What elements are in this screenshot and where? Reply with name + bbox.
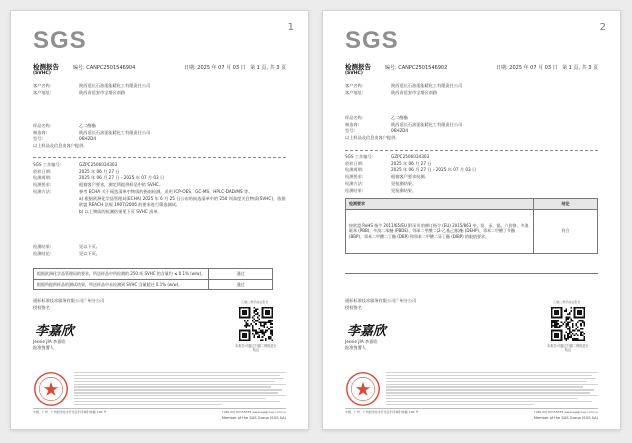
signer-name: Jessie JIA 李嘉欣 bbox=[345, 339, 378, 344]
page-number: 2 bbox=[599, 22, 606, 33]
method-note-a: a) 根据欧洲化学品管理局(ECHA) 2025 年 6 月 25 日公布的候选清单中的 250 项高度关注物质(SVHC)，依据欧盟 REACH 法规 1907/2006 的要求进行筛选测试。 bbox=[79, 195, 286, 208]
job-number-row: SGS 工作编号: GZPC2506034303 bbox=[345, 154, 430, 159]
address-line: 中国 · 广州 · 广州经济技术开发区科学城科珠路 198 号 t (86-20) 82155555 www.sgsgroup.com.cn bbox=[33, 410, 286, 414]
report-title: 检测报告 bbox=[33, 63, 59, 71]
report-header bbox=[345, 64, 598, 77]
signer-name: Jessie JIA 李嘉欣 bbox=[33, 339, 66, 344]
client-address-row: 客户地址: 陕西省延安市宝塔区南路 bbox=[33, 89, 126, 95]
test-request-row: 检测要求: 根据客户要求检测。 bbox=[345, 174, 429, 180]
sgs-logo: SGS bbox=[33, 27, 87, 54]
table-row: 根据欧洲化学品管理局的要求，所送样品中所检测的 250 项 SVHC 的含量均 ≤ 0.1% (w/w)。 通过 bbox=[34, 269, 273, 280]
report-page-count: 第 1 页, 共 3 页 bbox=[562, 65, 598, 71]
method-note-b: b) 以上物质的检测结果见下页 SVHC 清单。 bbox=[79, 209, 162, 215]
signer-block bbox=[33, 339, 65, 352]
member-line: Member of the SGS Group (SGS SA) bbox=[221, 416, 286, 420]
divider bbox=[345, 150, 598, 151]
divider bbox=[345, 273, 598, 274]
test-result-row: 检测结果: 见检测结果。 bbox=[345, 187, 417, 193]
report-number: 编号: CANPC2501546902 bbox=[385, 65, 448, 71]
report-header bbox=[33, 64, 286, 77]
fine-print bbox=[386, 371, 598, 409]
sample-name-row: 样品名称: 乙二醇酯 bbox=[345, 115, 408, 120]
signoff-company: 通标标准技术服务有限公司广州分公司 bbox=[33, 298, 105, 303]
report-subtitle: (SVHC) bbox=[345, 71, 363, 77]
client-info bbox=[345, 83, 598, 96]
qr-code-icon bbox=[551, 307, 585, 341]
report-footer bbox=[33, 371, 286, 409]
signoff-company: 通标标准技术服务有限公司广州分公司 bbox=[345, 298, 417, 303]
qr-caption: 本报告可通过扫描二维码进行验证 bbox=[547, 344, 589, 353]
report-page-count: 第 1 页, 共 3 页 bbox=[250, 65, 286, 71]
qr-caption-top: 扫描二维码验证报告 bbox=[241, 300, 269, 304]
official-seal-icon bbox=[33, 371, 69, 407]
signoff-role: 授权签名 bbox=[33, 304, 50, 310]
member-line: Member of the SGS Group (SGS SA) bbox=[533, 416, 598, 420]
client-name-row: 客户名称: 陕西延长石油延能精化工有限责任公司 bbox=[33, 83, 151, 88]
page-number: 1 bbox=[287, 22, 294, 33]
client-info bbox=[33, 83, 286, 96]
qr-caption: 本报告可通过扫描二维码进行验证 bbox=[235, 344, 277, 353]
report-date: 日期: 2025 年 07 月 03 日 bbox=[184, 65, 246, 71]
client-name-row: 客户名称: 陕西延长石油延能精化工有限责任公司 bbox=[345, 83, 463, 88]
sample-name-row: 样品名称: 乙二醇酯 bbox=[33, 123, 96, 128]
receive-date-row: 收样日期: 2025 年 06 月 27 日 bbox=[33, 168, 120, 174]
signoff-role: 授权签名 bbox=[345, 304, 362, 310]
model-row: 型号: 06H2D4 bbox=[345, 128, 409, 134]
address-line: 中国 · 广州 · 广州经济技术开发区科学城科珠路 198 号 t (86-20) 82155555 www.sgsgroup.com.cn bbox=[345, 410, 598, 414]
report-subtitle: (SVHC) bbox=[33, 71, 51, 77]
sample-note: 以上样品及信息由客户提供。 bbox=[345, 135, 400, 141]
signer-title: 批准签署人 bbox=[33, 345, 54, 351]
fine-print bbox=[74, 371, 286, 409]
divider bbox=[33, 157, 286, 158]
report-title: 检测报告 bbox=[345, 63, 371, 71]
sgs-logo: SGS bbox=[345, 27, 399, 54]
report-date: 日期: 2025 年 07 月 03 日 bbox=[496, 65, 558, 71]
test-request-row: 检测要求: 根据客户要求，测定所提供样品中的 SVHC。 bbox=[33, 182, 164, 188]
receive-date-row: 收样日期: 2025 年 06 月 27 日 bbox=[345, 160, 432, 166]
sample-note: 以上样品及信息由客户提供。 bbox=[33, 143, 88, 149]
table-row: 根据所提供样品的测试结果，所送样品中未检测到 SVHC 含量超过 0.1% (w/w)。 通过 bbox=[34, 279, 273, 290]
report-footer bbox=[345, 371, 598, 409]
test-conclusion-row: 检测结论: 见以下页。 bbox=[33, 250, 100, 256]
result-table bbox=[345, 198, 598, 254]
manufacturer-row: 制造商: 陕西延长石油延能精化工有限责任公司 bbox=[33, 129, 151, 135]
test-period-row: 检测周期: 2025 年 06 月 27 日 - 2025 年 07 月 03 日 bbox=[345, 167, 477, 173]
manufacturer-row: 制造商: 陕西延长石油延能精化工有限责任公司 bbox=[345, 121, 463, 127]
test-result-row: 检测结果: 见以下页。 bbox=[33, 244, 100, 249]
job-number-row: SGS 工作编号: GZPC2506034303 bbox=[33, 162, 118, 167]
sample-info bbox=[345, 115, 598, 142]
result-info bbox=[33, 244, 286, 257]
signer-block bbox=[345, 339, 377, 352]
qr-code-icon bbox=[239, 307, 273, 341]
signature: 李嘉欣 bbox=[347, 324, 387, 339]
summary-table bbox=[33, 268, 273, 290]
signature: 李嘉欣 bbox=[35, 324, 75, 339]
job-info bbox=[33, 162, 286, 216]
report-page-1 bbox=[10, 10, 309, 430]
official-seal-icon bbox=[345, 371, 381, 407]
signer-title: 批准签署人 bbox=[345, 345, 366, 351]
test-method-row: 检测方法: 见检测结果。 bbox=[345, 180, 417, 186]
test-period-row: 检测周期: 2025 年 06 月 27 日 - 2025 年 07 月 03 日 bbox=[33, 175, 165, 181]
table-row: 按欧盟 RoHS 指令 2011/65/EU 附录 II 的修订指令 (EU) 2015/863 中，铅、汞、镉、六价铬、多溴联苯 (PBB)、多溴二苯醚 (PBDE)、邻苯二甲酸二(2-乙基己基)酯 (DEHP)、邻苯二甲酸丁苄酯 (BBP)、邻苯二甲酸二丁酯 (DBP) 和邻苯二甲酸二异丁酯 (DIBP) 的限值要求。 符合 bbox=[346, 209, 598, 253]
report-number: 编号: CANPC2501546904 bbox=[73, 65, 136, 71]
job-info bbox=[345, 154, 598, 194]
report-page-2 bbox=[322, 10, 621, 430]
model-row: 型号: 06H2D4 bbox=[33, 136, 97, 142]
qr-caption-top: 扫描二维码验证报告 bbox=[553, 300, 581, 304]
table-header-row: 检测要求 结论 bbox=[346, 199, 598, 210]
sample-info bbox=[33, 123, 286, 150]
client-address-row: 客户地址: 陕西省延安市宝塔区南路 bbox=[345, 89, 438, 95]
test-method-row: 检测方法: 参考 ECHA 关于候选清单中物质的指南检测，采用 ICP-OES、GC-MS、HPLC-DAD/MS 等。 bbox=[33, 188, 253, 194]
